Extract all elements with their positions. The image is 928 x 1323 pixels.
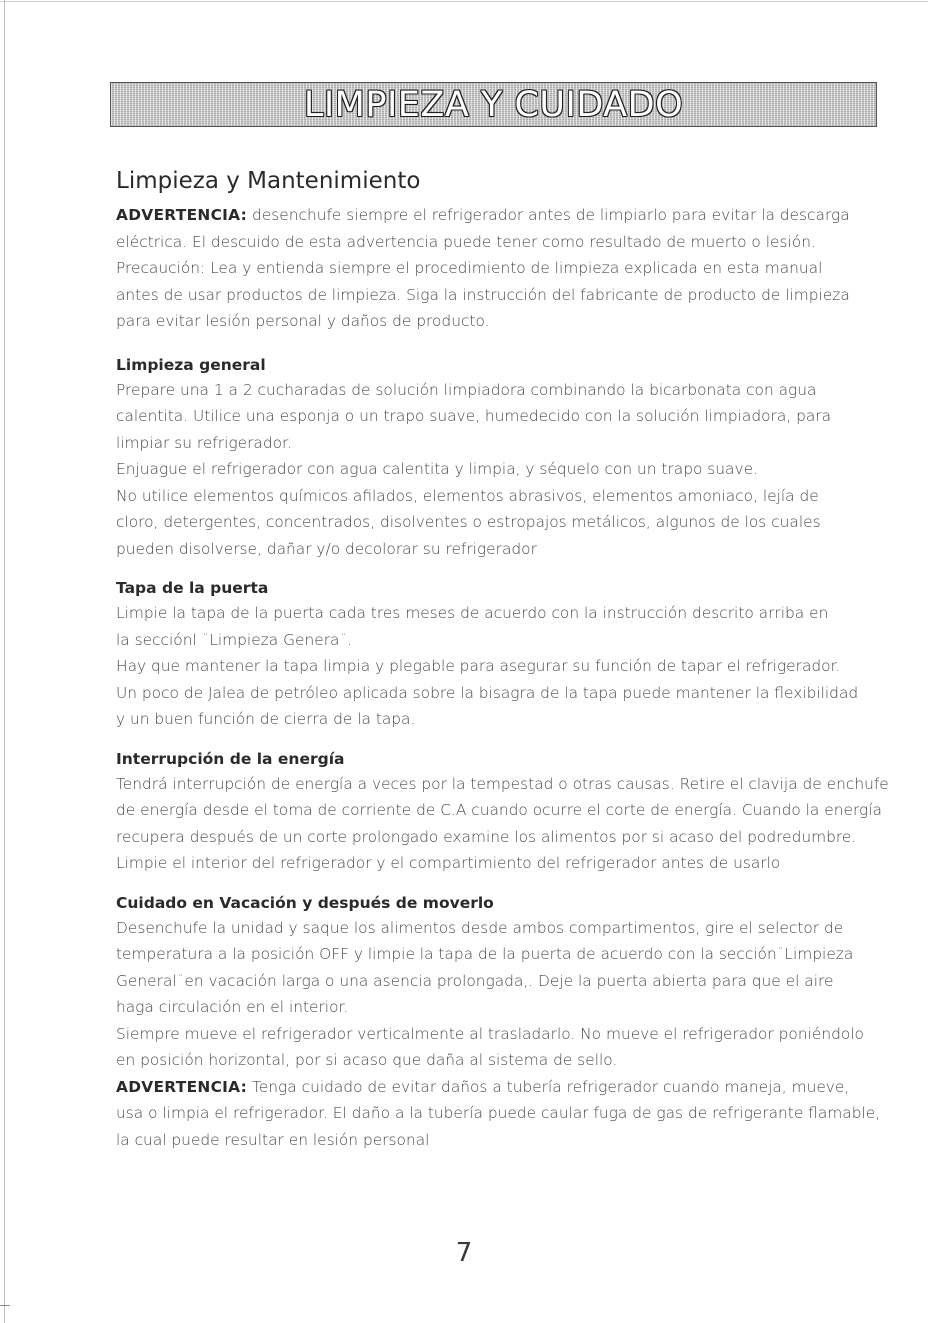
section-line: la secciónl ¨Limpieza Genera¨.: [116, 630, 353, 649]
section-line: calentita. Utilice una esponja o un trapo suave, humedecido con la solución limpiadora, para: [116, 407, 832, 425]
section-tapa-puerta: [116, 576, 926, 733]
section-line: Limpie el interior del refrigerador y el compartimiento del refrigerador antes de usarlo: [116, 854, 781, 872]
section-line: Enjuague el refrigerador con agua calentita y limpia, y séquelo con un trapo suave.: [116, 460, 758, 478]
page-number: 7: [455, 1238, 473, 1268]
section-line: General¨en vacación larga o una asencia prolongada,. Deje la puerta abierta para que el aire: [116, 971, 834, 990]
section-heading: Limpieza general: [116, 355, 266, 374]
intro-line: ADVERTENCIA: desenchufe siempre el refrigerador antes de limpiarlo para evitar la descarga: [116, 206, 850, 224]
section-line: Un poco de Jalea de petróleo aplicada sobre la bisagra de la tapa puede mantener la flexibilidad: [116, 683, 859, 702]
warning-line: ADVERTENCIA: Tenga cuidado de evitar daños a tubería refrigerador cuando maneja, mueve,: [116, 1077, 850, 1096]
section-limpieza-general: [116, 353, 926, 563]
title-banner: [110, 82, 877, 127]
section-heading: Cuidado en Vacación y después de moverlo: [116, 893, 494, 912]
intro-line: para evitar lesión personal y daños de producto.: [116, 312, 490, 330]
warning-line: la cual puede resultar en lesión personal: [116, 1130, 430, 1149]
section-line: pueden disolverse, dañar y/o decolorar su refrigerador: [116, 539, 537, 558]
section-heading: Tapa de la puerta: [116, 579, 269, 597]
intro-line: eléctrica. El descuido de esta advertencia puede tener como resultado de muerto o lesión.: [116, 232, 816, 251]
banner-title: LIMPIEZA Y CUIDADO: [303, 84, 684, 125]
section-line: Prepare una 1 a 2 cucharadas de solución limpiadora combinando la bicarbonata con agua: [116, 380, 817, 399]
section-line: Tendrá interrupción de energía a veces por la tempestad o otras causas. Retire el clavija de enchufe: [116, 774, 889, 793]
page-top-border: [0, 1, 928, 2]
section-cuidado-vacacion: [116, 891, 926, 1154]
main-heading: Limpieza y Mantenimiento: [116, 168, 421, 194]
page-left-border: [4, 0, 5, 1323]
section-line: Siempre mueve el refrigerador verticalmente al trasladarlo. No mueve el refrigerador poniéndolo: [116, 1024, 864, 1043]
section-line: de energía desde el toma de corriente de C.A cuando ocurre el corte de energía. Cuando la energía: [116, 801, 882, 819]
section-line: No utilice elementos químicos afilados, elementos abrasivos, elementos amoniaco, lejía de: [116, 486, 819, 505]
warning-label: ADVERTENCIA:: [116, 1077, 248, 1096]
warning-line: usa o limpia el refrigerador. El daño a la tubería puede caular fuga de gas de refrigerante flamable,: [116, 1104, 881, 1122]
section-line: temperatura a la posición OFF y limpie la tapa de la puerta de acuerdo con la sección¨Limpieza: [116, 945, 854, 963]
section-line: Limpie la tapa de la puerta cada tres meses de acuerdo con la instrucción descrito arriba en: [116, 604, 829, 622]
warning-label: ADVERTENCIA:: [116, 206, 248, 224]
section-line: limpiar su refrigerador.: [116, 433, 292, 452]
section-line: en posición horizontal, por si acaso que daña al sistema de sello.: [116, 1051, 618, 1069]
intro-section: [116, 202, 926, 335]
section-line: Desenchufe la unidad y saque los alimentos desde ambos compartimentos, gire el selector de: [116, 918, 844, 937]
section-line: y un buen función de cierra de la tapa.: [116, 710, 416, 728]
corner-mark: [0, 1305, 10, 1306]
section-line: recupera después de un corte prolongado examine los alimentos por si acaso del podredumbre.: [116, 827, 857, 846]
intro-line: antes de usar productos de limpieza. Siga la instrucción del fabricante de producto de limpieza: [116, 285, 850, 304]
section-heading: Interrupción de la energía: [116, 749, 345, 768]
page-content: [116, 166, 926, 1153]
section-interrupcion-energia: [116, 747, 926, 877]
intro-line: Precaución: Lea y entienda siempre el procedimiento de limpieza explicada en esta manual: [116, 259, 823, 277]
section-line: Hay que mantener la tapa limpia y plegable para asegurar su función de tapar el refrigerador.: [116, 657, 841, 675]
section-line: cloro, detergentes, concentrados, disolventes o estropajos metálicos, algunos de los cuales: [116, 513, 821, 531]
section-line: haga circulación en el interior.: [116, 998, 349, 1016]
